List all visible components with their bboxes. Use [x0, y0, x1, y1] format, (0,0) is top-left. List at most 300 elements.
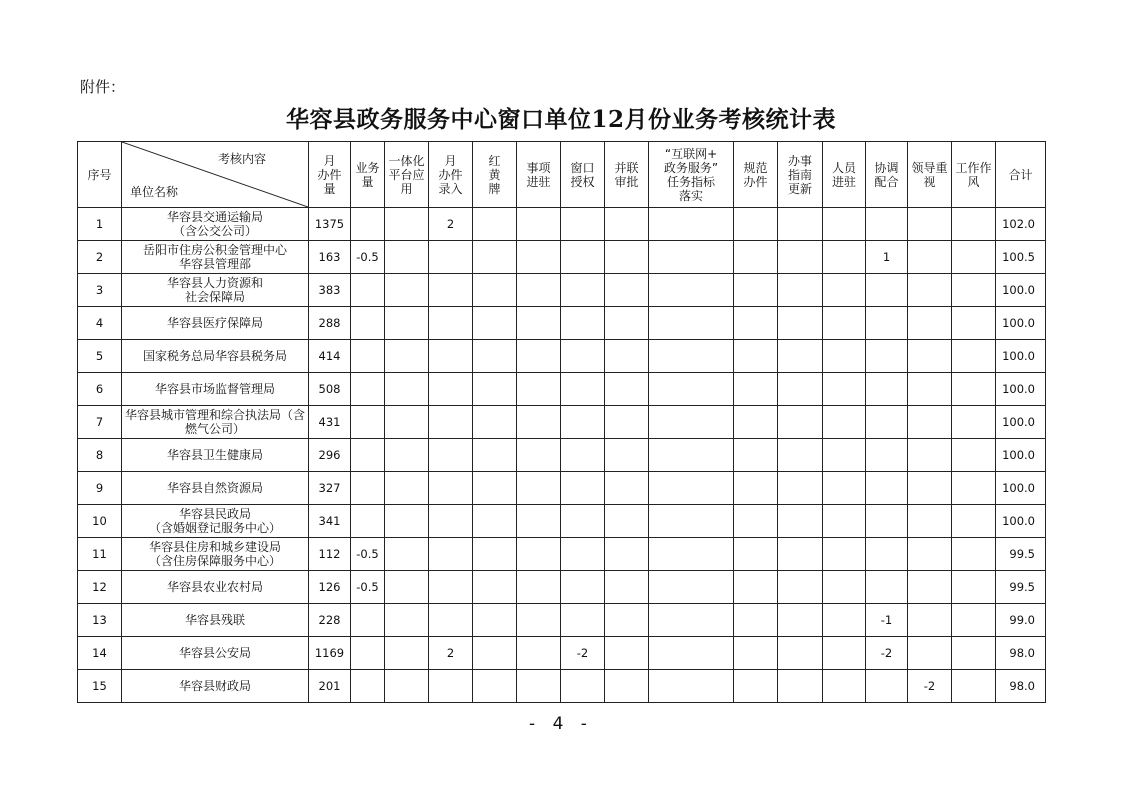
row-score-cell	[649, 274, 734, 307]
header-col: 协调 配合	[866, 142, 908, 208]
header-col-total: 合计	[996, 142, 1046, 208]
row-score-cell	[734, 538, 778, 571]
row-score-cell	[952, 505, 996, 538]
row-unit-name: 华容县卫生健康局	[122, 439, 309, 472]
row-score-cell	[473, 505, 517, 538]
row-score-cell: 228	[309, 604, 351, 637]
row-unit-name: 国家税务总局华容县税务局	[122, 340, 309, 373]
row-score-cell	[517, 307, 561, 340]
row-score-cell	[605, 406, 649, 439]
header-unit-name: 单位名称	[130, 185, 179, 199]
row-score-cell	[351, 670, 385, 703]
row-score-cell	[778, 670, 823, 703]
table-row	[78, 406, 1046, 439]
header-col: 业务 量	[351, 142, 385, 208]
row-unit-name: 华容县残联	[122, 604, 309, 637]
row-score-cell	[429, 538, 473, 571]
row-score-cell	[385, 472, 429, 505]
row-score-cell	[429, 307, 473, 340]
row-score-cell	[908, 340, 952, 373]
row-score-cell	[517, 373, 561, 406]
row-total: 100.5	[996, 241, 1046, 274]
row-score-cell: 288	[309, 307, 351, 340]
row-score-cell	[734, 406, 778, 439]
row-score-cell	[649, 538, 734, 571]
row-score-cell: -2	[561, 637, 605, 670]
row-score-cell: 508	[309, 373, 351, 406]
row-score-cell: -2	[866, 637, 908, 670]
row-score-cell	[605, 604, 649, 637]
row-score-cell	[866, 340, 908, 373]
header-col: 窗口 授权	[561, 142, 605, 208]
row-score-cell	[866, 472, 908, 505]
row-score-cell: -0.5	[351, 538, 385, 571]
row-score-cell	[649, 604, 734, 637]
row-score-cell: 1	[866, 241, 908, 274]
row-score-cell	[823, 505, 866, 538]
row-score-cell	[351, 505, 385, 538]
row-score-cell	[866, 307, 908, 340]
row-seq: 5	[78, 340, 122, 373]
table-row	[78, 604, 1046, 637]
row-score-cell	[649, 670, 734, 703]
row-score-cell	[734, 307, 778, 340]
row-seq: 6	[78, 373, 122, 406]
row-score-cell: -0.5	[351, 241, 385, 274]
header-col: 工作作 风	[952, 142, 996, 208]
row-score-cell	[734, 670, 778, 703]
row-score-cell	[351, 208, 385, 241]
row-score-cell	[908, 472, 952, 505]
row-score-cell	[823, 538, 866, 571]
row-score-cell	[351, 340, 385, 373]
row-score-cell	[908, 637, 952, 670]
header-col: 一体化 平台应 用	[385, 142, 429, 208]
header-col: 办事 指南 更新	[778, 142, 823, 208]
row-score-cell	[952, 571, 996, 604]
row-score-cell	[778, 340, 823, 373]
table-row	[78, 373, 1046, 406]
row-score-cell	[385, 307, 429, 340]
row-score-cell	[429, 274, 473, 307]
row-unit-name: 华容县人力资源和 社会保障局	[122, 274, 309, 307]
row-score-cell	[778, 472, 823, 505]
table-row	[78, 340, 1046, 373]
row-score-cell	[778, 307, 823, 340]
row-seq: 3	[78, 274, 122, 307]
table-row	[78, 274, 1046, 307]
row-score-cell: 383	[309, 274, 351, 307]
row-score-cell	[605, 439, 649, 472]
row-score-cell	[952, 538, 996, 571]
row-score-cell	[952, 406, 996, 439]
row-score-cell	[908, 439, 952, 472]
row-score-cell	[734, 571, 778, 604]
row-score-cell	[908, 208, 952, 241]
row-score-cell	[517, 538, 561, 571]
row-unit-name: 华容县市场监督管理局	[122, 373, 309, 406]
row-score-cell	[952, 472, 996, 505]
row-unit-name: 岳阳市住房公积金管理中心 华容县管理部	[122, 241, 309, 274]
row-score-cell	[823, 373, 866, 406]
row-score-cell	[517, 274, 561, 307]
row-score-cell	[649, 472, 734, 505]
row-score-cell	[952, 604, 996, 637]
row-score-cell: 126	[309, 571, 351, 604]
row-score-cell	[952, 274, 996, 307]
row-score-cell	[908, 538, 952, 571]
row-score-cell	[517, 670, 561, 703]
row-score-cell	[734, 505, 778, 538]
table-row	[78, 571, 1046, 604]
header-col: 红 黄 牌	[473, 142, 517, 208]
row-score-cell	[561, 373, 605, 406]
row-score-cell	[823, 439, 866, 472]
row-score-cell	[952, 241, 996, 274]
row-score-cell	[866, 670, 908, 703]
row-score-cell	[778, 637, 823, 670]
row-score-cell	[473, 406, 517, 439]
row-seq: 11	[78, 538, 122, 571]
row-seq: 14	[78, 637, 122, 670]
row-seq: 10	[78, 505, 122, 538]
header-col: 月 办件 量	[309, 142, 351, 208]
row-score-cell	[473, 307, 517, 340]
row-unit-name: 华容县公安局	[122, 637, 309, 670]
row-score-cell	[473, 340, 517, 373]
row-unit-name: 华容县医疗保障局	[122, 307, 309, 340]
row-score-cell	[605, 571, 649, 604]
row-total: 99.5	[996, 538, 1046, 571]
row-score-cell	[561, 670, 605, 703]
table-row	[78, 241, 1046, 274]
row-score-cell	[649, 571, 734, 604]
row-total: 100.0	[996, 307, 1046, 340]
row-seq: 1	[78, 208, 122, 241]
row-seq: 13	[78, 604, 122, 637]
row-score-cell	[561, 604, 605, 637]
row-score-cell	[734, 340, 778, 373]
row-score-cell	[866, 439, 908, 472]
row-score-cell	[734, 637, 778, 670]
row-score-cell	[385, 439, 429, 472]
row-score-cell	[429, 340, 473, 373]
row-unit-name: 华容县自然资源局	[122, 472, 309, 505]
row-score-cell	[823, 670, 866, 703]
table-row	[78, 505, 1046, 538]
row-score-cell	[823, 472, 866, 505]
row-score-cell	[734, 274, 778, 307]
row-total: 99.5	[996, 571, 1046, 604]
row-score-cell	[778, 241, 823, 274]
header-col: 人员 进驻	[823, 142, 866, 208]
row-score-cell	[823, 340, 866, 373]
row-score-cell	[351, 274, 385, 307]
row-score-cell	[908, 373, 952, 406]
row-unit-name: 华容县交通运输局 （含公交公司）	[122, 208, 309, 241]
row-unit-name: 华容县住房和城乡建设局 （含住房保障服务中心）	[122, 538, 309, 571]
row-total: 100.0	[996, 406, 1046, 439]
row-score-cell	[429, 670, 473, 703]
row-score-cell: 201	[309, 670, 351, 703]
row-score-cell	[649, 307, 734, 340]
row-score-cell	[778, 571, 823, 604]
row-score-cell	[778, 208, 823, 241]
header-col: 领导重 视	[908, 142, 952, 208]
row-score-cell	[517, 571, 561, 604]
row-score-cell	[908, 241, 952, 274]
row-score-cell	[778, 604, 823, 637]
row-score-cell	[561, 571, 605, 604]
row-score-cell	[517, 406, 561, 439]
row-score-cell	[561, 538, 605, 571]
row-score-cell: 1375	[309, 208, 351, 241]
row-score-cell	[908, 505, 952, 538]
row-score-cell	[823, 604, 866, 637]
row-score-cell	[473, 472, 517, 505]
row-score-cell	[517, 439, 561, 472]
header-col: 事项 进驻	[517, 142, 561, 208]
row-score-cell: 163	[309, 241, 351, 274]
row-score-cell	[385, 505, 429, 538]
row-score-cell: 327	[309, 472, 351, 505]
row-score-cell	[866, 571, 908, 604]
row-score-cell	[429, 604, 473, 637]
header-col: 并联 审批	[605, 142, 649, 208]
row-score-cell: 112	[309, 538, 351, 571]
row-score-cell	[385, 406, 429, 439]
row-total: 100.0	[996, 340, 1046, 373]
row-score-cell	[908, 307, 952, 340]
row-score-cell	[823, 241, 866, 274]
row-score-cell	[649, 241, 734, 274]
row-total: 100.0	[996, 274, 1046, 307]
row-score-cell	[561, 505, 605, 538]
row-score-cell	[385, 538, 429, 571]
table-header-row	[78, 142, 1046, 208]
row-score-cell	[605, 505, 649, 538]
row-score-cell	[778, 439, 823, 472]
row-score-cell	[385, 670, 429, 703]
header-col: “互联网+ 政务服务” 任务指标 落实	[649, 142, 734, 208]
row-score-cell	[866, 208, 908, 241]
row-score-cell: 341	[309, 505, 351, 538]
row-score-cell	[952, 340, 996, 373]
row-score-cell	[823, 274, 866, 307]
row-score-cell	[517, 637, 561, 670]
row-score-cell	[429, 505, 473, 538]
row-score-cell	[823, 571, 866, 604]
row-score-cell	[429, 439, 473, 472]
row-score-cell	[952, 373, 996, 406]
page-title: 华容县政务服务中心窗口单位12月份业务考核统计表	[285, 106, 836, 133]
row-score-cell	[561, 307, 605, 340]
row-score-cell	[473, 439, 517, 472]
row-score-cell	[778, 505, 823, 538]
row-score-cell	[429, 406, 473, 439]
row-score-cell	[952, 637, 996, 670]
page-number: - 4 -	[529, 714, 593, 734]
row-score-cell	[561, 439, 605, 472]
row-score-cell	[561, 208, 605, 241]
row-score-cell	[649, 340, 734, 373]
row-score-cell	[385, 241, 429, 274]
row-score-cell	[473, 241, 517, 274]
row-unit-name: 华容县民政局 （含婚姻登记服务中心）	[122, 505, 309, 538]
row-score-cell	[429, 571, 473, 604]
row-score-cell	[908, 274, 952, 307]
row-score-cell: 414	[309, 340, 351, 373]
row-seq: 12	[78, 571, 122, 604]
row-score-cell	[605, 208, 649, 241]
row-score-cell	[385, 340, 429, 373]
row-score-cell	[823, 637, 866, 670]
row-score-cell	[908, 571, 952, 604]
row-score-cell	[385, 208, 429, 241]
row-score-cell	[385, 637, 429, 670]
row-unit-name: 华容县城市管理和综合执法局（含 燃气公司）	[122, 406, 309, 439]
row-score-cell	[385, 274, 429, 307]
row-total: 100.0	[996, 505, 1046, 538]
row-score-cell	[952, 307, 996, 340]
row-score-cell	[517, 505, 561, 538]
row-score-cell	[351, 472, 385, 505]
row-score-cell	[605, 373, 649, 406]
row-score-cell	[473, 571, 517, 604]
row-score-cell	[473, 373, 517, 406]
attachment-label: 附件：	[80, 78, 126, 96]
assessment-table	[77, 141, 1046, 703]
row-score-cell	[429, 241, 473, 274]
row-score-cell	[473, 538, 517, 571]
row-total: 102.0	[996, 208, 1046, 241]
header-seq: 序号	[78, 142, 122, 208]
row-score-cell	[908, 604, 952, 637]
row-seq: 2	[78, 241, 122, 274]
row-score-cell	[734, 208, 778, 241]
row-score-cell	[649, 439, 734, 472]
row-score-cell	[778, 373, 823, 406]
row-score-cell: 2	[429, 637, 473, 670]
table-row	[78, 670, 1046, 703]
header-col: 月 办件 录入	[429, 142, 473, 208]
row-score-cell	[473, 637, 517, 670]
row-score-cell	[649, 406, 734, 439]
row-score-cell: 296	[309, 439, 351, 472]
row-score-cell	[823, 307, 866, 340]
row-score-cell	[517, 604, 561, 637]
row-score-cell	[429, 373, 473, 406]
row-score-cell: 1169	[309, 637, 351, 670]
header-col: 规范 办件	[734, 142, 778, 208]
row-score-cell	[952, 439, 996, 472]
row-score-cell	[649, 505, 734, 538]
row-score-cell	[952, 670, 996, 703]
row-score-cell	[561, 274, 605, 307]
row-score-cell	[385, 373, 429, 406]
row-score-cell	[605, 637, 649, 670]
row-seq: 8	[78, 439, 122, 472]
row-score-cell	[517, 340, 561, 373]
row-score-cell: 2	[429, 208, 473, 241]
row-seq: 4	[78, 307, 122, 340]
table-row	[78, 472, 1046, 505]
row-score-cell	[866, 505, 908, 538]
table-row	[78, 439, 1046, 472]
row-score-cell	[866, 538, 908, 571]
row-score-cell	[605, 538, 649, 571]
row-score-cell	[866, 274, 908, 307]
row-score-cell	[561, 406, 605, 439]
row-score-cell	[605, 472, 649, 505]
row-score-cell	[351, 406, 385, 439]
row-score-cell	[473, 274, 517, 307]
row-score-cell	[605, 307, 649, 340]
row-score-cell	[351, 637, 385, 670]
row-score-cell	[908, 406, 952, 439]
row-score-cell	[605, 274, 649, 307]
row-total: 100.0	[996, 439, 1046, 472]
table-row	[78, 538, 1046, 571]
row-score-cell	[778, 274, 823, 307]
row-score-cell	[734, 439, 778, 472]
row-score-cell	[429, 472, 473, 505]
row-unit-name: 华容县财政局	[122, 670, 309, 703]
row-total: 100.0	[996, 472, 1046, 505]
row-score-cell	[351, 439, 385, 472]
row-score-cell	[734, 373, 778, 406]
row-score-cell	[517, 241, 561, 274]
row-score-cell	[823, 406, 866, 439]
row-score-cell: -2	[908, 670, 952, 703]
row-score-cell	[351, 373, 385, 406]
row-score-cell	[605, 670, 649, 703]
row-score-cell	[561, 241, 605, 274]
row-score-cell: 431	[309, 406, 351, 439]
row-score-cell	[605, 241, 649, 274]
row-total: 98.0	[996, 670, 1046, 703]
header-diagonal-cell	[122, 142, 309, 208]
row-score-cell	[734, 472, 778, 505]
row-score-cell	[385, 604, 429, 637]
row-score-cell	[517, 472, 561, 505]
table-row	[78, 307, 1046, 340]
row-score-cell	[866, 373, 908, 406]
row-score-cell	[649, 373, 734, 406]
row-score-cell	[561, 340, 605, 373]
row-score-cell	[473, 604, 517, 637]
row-score-cell	[778, 538, 823, 571]
header-assessment-content: 考核内容	[217, 152, 266, 166]
table-row	[78, 637, 1046, 670]
row-score-cell	[649, 637, 734, 670]
row-total: 100.0	[996, 373, 1046, 406]
row-score-cell	[649, 208, 734, 241]
row-score-cell	[351, 307, 385, 340]
row-score-cell	[778, 406, 823, 439]
row-score-cell	[385, 571, 429, 604]
row-score-cell	[473, 670, 517, 703]
table-row	[78, 208, 1046, 241]
row-score-cell	[473, 208, 517, 241]
row-score-cell: -1	[866, 604, 908, 637]
row-seq: 9	[78, 472, 122, 505]
row-score-cell	[517, 208, 561, 241]
row-seq: 7	[78, 406, 122, 439]
row-score-cell: -0.5	[351, 571, 385, 604]
row-score-cell	[561, 472, 605, 505]
row-total: 98.0	[996, 637, 1046, 670]
